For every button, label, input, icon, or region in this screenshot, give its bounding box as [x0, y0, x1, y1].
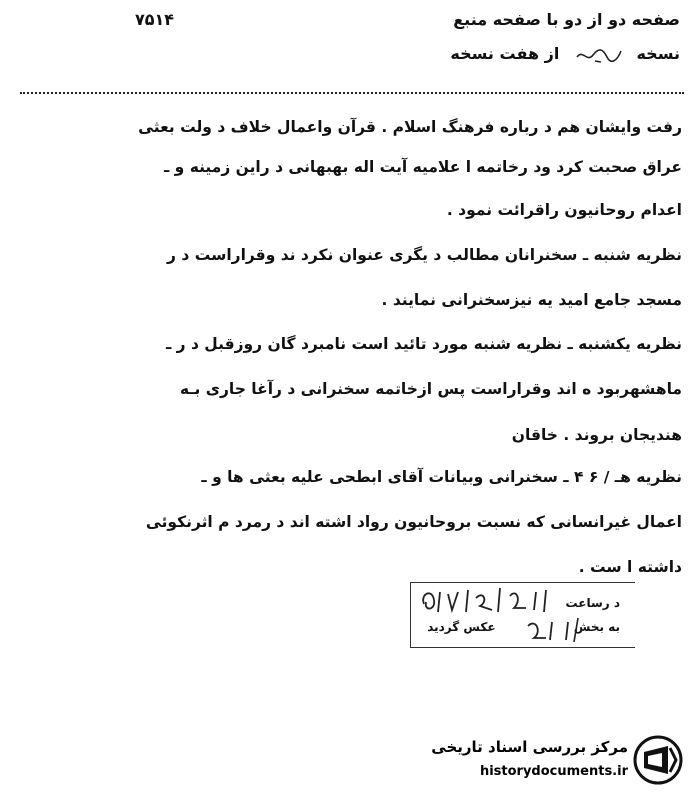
handwritten-stamp-entries [418, 582, 588, 646]
archive-url: historydocuments.ir [479, 764, 628, 779]
archive-name: مرکز بررسی اسناد تاریخی [431, 738, 628, 756]
archive-stamp [410, 582, 640, 652]
page-header-line [20, 10, 680, 29]
handwritten-copy-mark [573, 45, 623, 65]
stamp-line-2-label: به بخش [573, 620, 620, 634]
archive-watermark [400, 730, 690, 790]
document-number: ۷۵۱۴ [135, 10, 175, 29]
body-line-6: نظریه یکشنبه ـ نظریه شنبه مورد تائید است نامبرد گان روزقبل د ر ـ [165, 335, 682, 353]
stamp-line-1: د رساعت [565, 596, 620, 610]
header-divider [20, 92, 684, 94]
body-line-2: عراق صحبت کرد ود رخاتمه ا علامیه آیت اله بهبهانی د راین زمینه و ـ [163, 158, 682, 176]
stamp-line-2-end: عکس گردید [427, 620, 496, 634]
body-line-9: نظریه هـ / ۶ ۴ ـ سخنرانی وبیانات آقای ابطحی علیه بعثی ها و ـ [201, 468, 682, 486]
body-line-8: هندیجان بروند . خاقان [511, 426, 682, 444]
body-line-11: داشته ا ست . [578, 558, 682, 576]
body-line-4: نظریه شنبه ـ سخنرانان مطالب د یگری عنوان نکرد ند وقراراست د ر [167, 246, 682, 264]
archive-logo-icon [632, 734, 684, 786]
copy-info-line [180, 44, 680, 65]
body-line-7: ماهشهربود ه اند وقراراست پس ازخاتمه سخنرانی د رآغا جاری بـه [179, 380, 682, 398]
page-header-text: صفحه دو از دو با صفحه منبع [453, 10, 680, 29]
body-line-3: اعدام روحانیون راقرائت نمود . [446, 201, 682, 219]
body-line-10: اعمال غیرانسانی که نسبت بروحانیون رواد اشته اند د رمرد م اثرنکوئی [145, 513, 682, 531]
copy-label: نسخه [636, 44, 680, 63]
copy-count-text: از هفت نسخه [450, 44, 560, 63]
body-line-1: رفت وایشان هم د رباره فرهنگ اسلام . قرآن واعمال خلاف د ولت بعثی [138, 118, 682, 136]
body-line-5: مسجد جامع امید یه نیزسخنرانی نمایند . [381, 291, 682, 309]
